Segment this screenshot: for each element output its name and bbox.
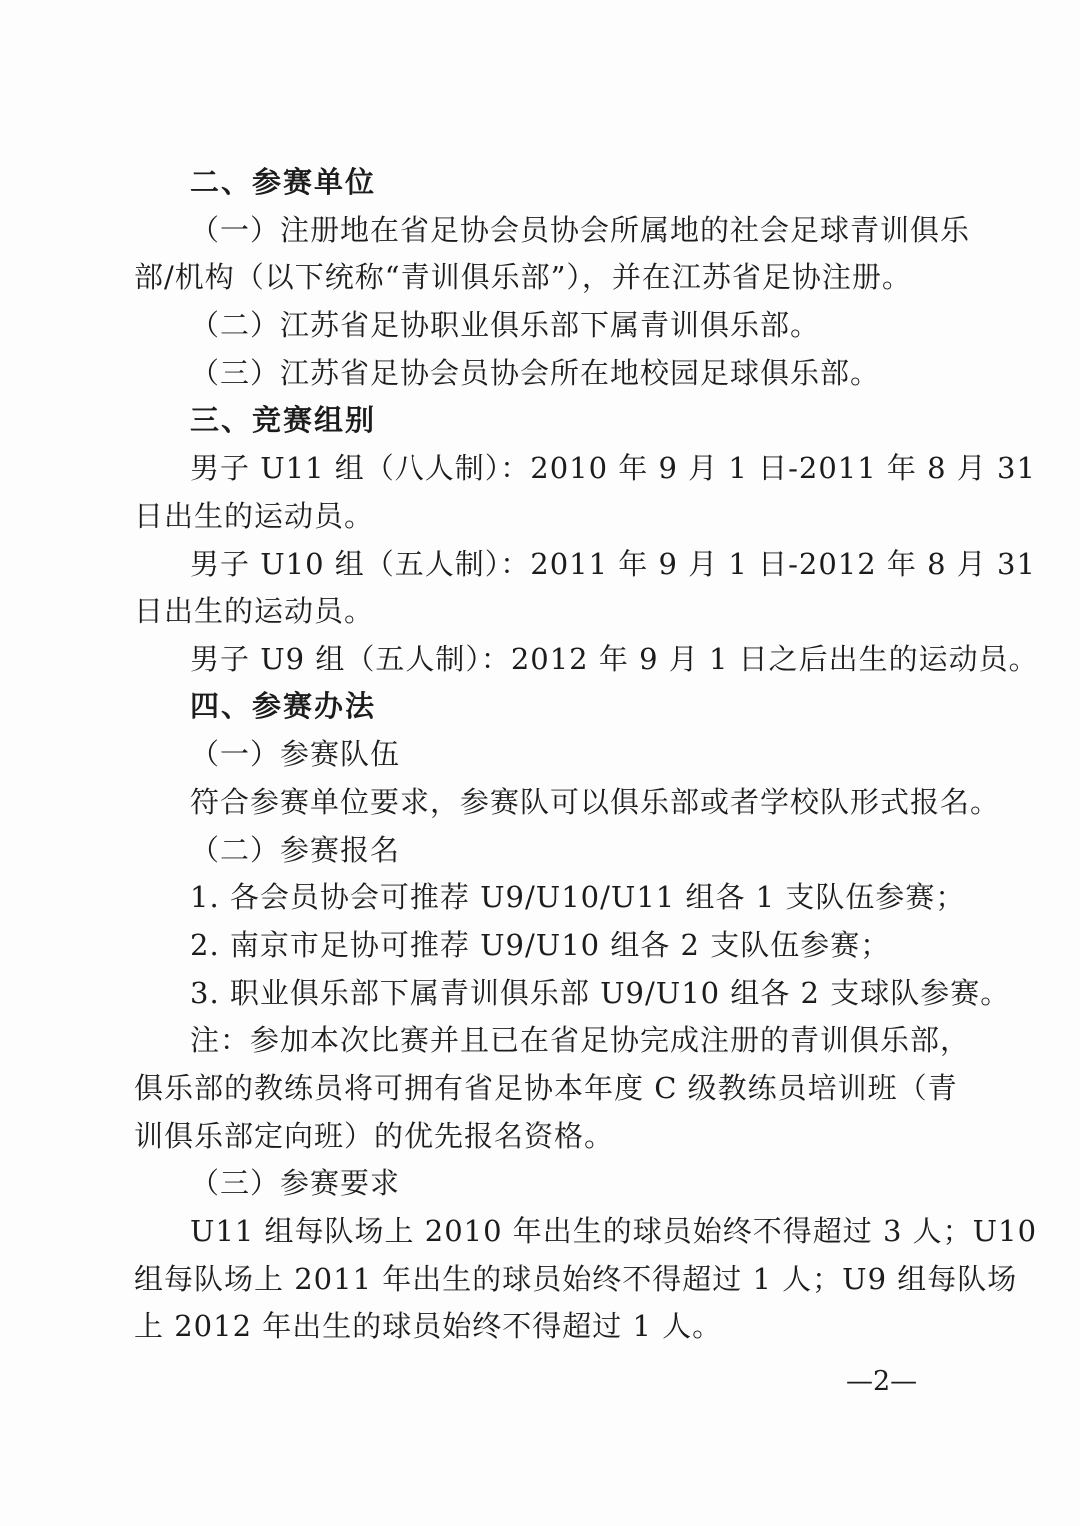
list-item: 3. 职业俱乐部下属青训俱乐部 U9/U10 组各 2 支球队参赛。 (190, 976, 1011, 1010)
paragraph-line: （三）江苏省足协会员协会所在地校园足球俱乐部。 (190, 356, 881, 390)
page-number: —2— (846, 1366, 918, 1397)
paragraph-line: 日出生的运动员。 (134, 594, 375, 628)
paragraph-line: 组每队场上 2011 年出生的球员始终不得超过 1 人；U9 组每队场 (134, 1262, 1018, 1296)
subheading: （二）参赛报名 (190, 833, 401, 867)
note-line: 训俱乐部定向班）的优先报名资格。 (134, 1119, 615, 1153)
note-line: 注：参加本次比赛并且已在省足协完成注册的青训俱乐部， (190, 1023, 971, 1057)
paragraph-line: 日出生的运动员。 (134, 499, 375, 533)
subheading: （一）参赛队伍 (190, 737, 401, 771)
paragraph-line: 男子 U9 组（五人制）：2012 年 9 月 1 日之后出生的运动员。 (190, 642, 1039, 676)
paragraph-line: 部/机构（以下统称“青训俱乐部”），并在江苏省足协注册。 (134, 260, 912, 294)
paragraph-line: 男子 U10 组（五人制）：2011 年 9 月 1 日-2012 年 8 月 31 (190, 547, 1036, 581)
paragraph-line: 男子 U11 组（八人制）：2010 年 9 月 1 日-2011 年 8 月 31 (190, 451, 1036, 485)
list-item: 1. 各会员协会可推荐 U9/U10/U11 组各 1 支队伍参赛； (190, 880, 966, 914)
paragraph-line: （一）注册地在省足协会员协会所属地的社会足球青训俱乐 (190, 213, 971, 247)
paragraph-line: （二）江苏省足协职业俱乐部下属青训俱乐部。 (190, 308, 821, 342)
note-line: 俱乐部的教练员将可拥有省足协本年度 C 级教练员培训班（青 (134, 1071, 958, 1105)
section-heading-groups: 三、竞赛组别 (190, 403, 377, 437)
paragraph-line: 上 2012 年出生的球员始终不得超过 1 人。 (134, 1309, 723, 1343)
paragraph-line: U11 组每队场上 2010 年出生的球员始终不得超过 3 人；U10 (190, 1214, 1038, 1248)
section-heading-participants: 二、参赛单位 (190, 165, 377, 199)
list-item: 2. 南京市足协可推荐 U9/U10 组各 2 支队伍参赛； (190, 928, 891, 962)
section-heading-method: 四、参赛办法 (190, 689, 377, 723)
paragraph-line: 符合参赛单位要求，参赛队可以俱乐部或者学校队形式报名。 (190, 785, 1001, 819)
subheading: （三）参赛要求 (190, 1166, 401, 1200)
